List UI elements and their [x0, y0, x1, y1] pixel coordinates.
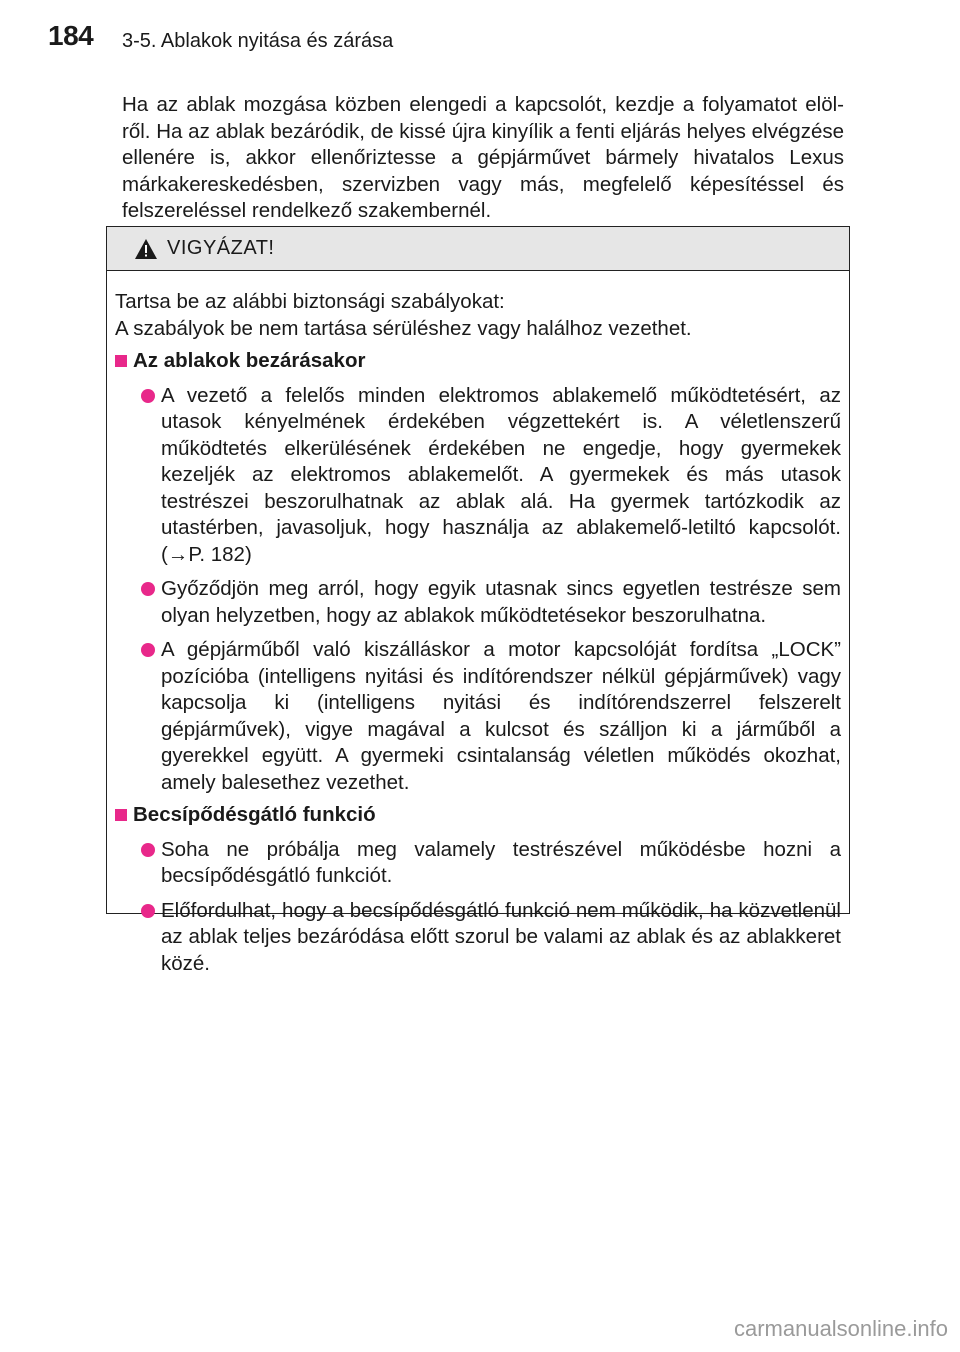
warning-triangle-icon: [135, 239, 157, 259]
section-title: 3-5. Ablakok nyitása és zárása: [122, 30, 394, 52]
list-item-text: Győződjön meg arról, hogy egyik utasnak sincs egyetlen testrésze sem olyan helyzetben, hogy az ablakok működtetésekor beszorulhatna.: [161, 577, 841, 627]
square-bullet-icon: [115, 355, 127, 367]
list-item-text: Előfordulhat, hogy a becsípődésgátló funkció nem működik, ha közvetlenül az ablak teljes bezáródása előtt szorul be valami az ablak és az ablakkeret közé.: [161, 898, 841, 975]
section-heading-closing-windows: [115, 348, 841, 375]
round-bullet-icon: [141, 904, 155, 918]
round-bullet-icon: [141, 389, 155, 403]
round-bullet-icon: [141, 643, 155, 657]
warning-title: VIGYÁZAT!: [167, 237, 275, 259]
section-heading-label: Becsípődésgátló funkció: [133, 803, 376, 826]
intro-paragraph: Ha az ablak mozgása közben elengedi a kapcsolót, kezdje a folyamatot elöl-ről. Ha az ablak bezáródik, de kissé újra kinyílik a fenti eljárás helyes elvégzése ellenére is, akkor ellenőriztesse a gépjárművet bármely hivatalos Lexus márkakereskedésben, szervizben vagy más, megfelelő képesítéssel és felszereléssel rendelkező szakembernél.: [122, 93, 844, 222]
section-heading-jam-protection: [115, 802, 841, 829]
warning-line-2: A szabályok be nem tartása sérüléshez vagy halálhoz vezethet.: [115, 316, 692, 340]
list-item: [115, 383, 841, 569]
warning-line-1: Tartsa be az alábbi biztonsági szabályokat:: [115, 290, 505, 313]
warning-header: [107, 227, 849, 271]
section-heading-label: Az ablakok bezárásakor: [133, 349, 366, 372]
list-item-text: A vezető a felelős minden elektromos ablakemelő működtetésért, az utasok kényelmének érdekében végzettekért is. A véletlenszerű működtetés elkerülésének érdekében ne engedje, hogy gyermekek kezeljék az elektromos ablakemelőt. A gyermekek és más utasok testrészei beszorulhatnak az ablak alá. Ha gyermek tartózkodik az utastérben, javasoljuk, hogy használja az ablakemelő-letiltó kapcsolót. (→P. 182): [161, 383, 841, 566]
warning-body: [107, 271, 849, 977]
list-item: [115, 837, 841, 890]
page-number: 184: [48, 20, 94, 51]
square-bullet-icon: [115, 809, 127, 821]
list-item-text: Soha ne próbálja meg valamely testrészével működésbe hozni a becsípődésgátló funkciót.: [161, 837, 841, 887]
watermark-text: carmanualsonline.info: [733, 1316, 948, 1341]
list-item: [115, 898, 841, 978]
warning-box: [106, 226, 850, 975]
round-bullet-icon: [141, 843, 155, 857]
list-item: [115, 576, 841, 629]
list-item-text: A gépjárműből való kiszálláskor a motor kapcsolóját fordítsa „LOCK” pozícióba (intelligens nyitási és indítórendszer nélkül gépjárművek) vagy kapcsolja ki (intelligens nyitási és indítórendszerrel felszerelt gépjárművek), vigye magával a kulcsot és szálljon ki a járműből a gyerekkel együtt. A gyermeki csintalanság véletlen működés okozhat, amely balesethez vezethet.: [161, 638, 841, 794]
list-item: [115, 637, 841, 796]
round-bullet-icon: [141, 582, 155, 596]
